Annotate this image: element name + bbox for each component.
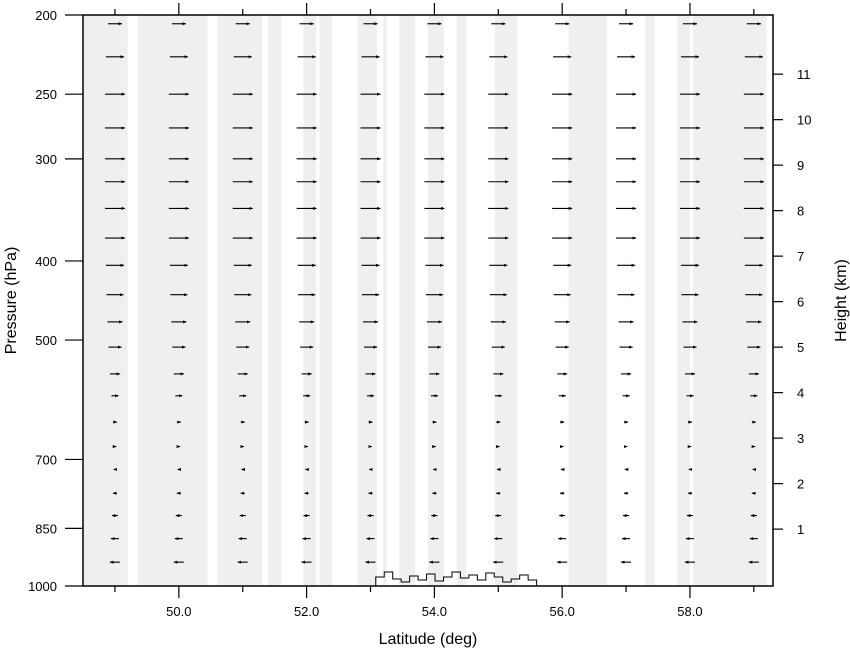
shaded-band xyxy=(693,15,766,586)
y-axis-title: Pressure (hPa) xyxy=(3,246,20,355)
shaded-band xyxy=(83,15,128,586)
x-axis-title: Latitude (deg) xyxy=(378,631,478,648)
y-tick-label: 700 xyxy=(35,452,57,468)
y2-tick-label: 5 xyxy=(797,340,805,356)
y2-tick-label: 4 xyxy=(797,385,805,401)
x-tick-label: 58.0 xyxy=(677,604,703,619)
shaded-band xyxy=(677,15,690,586)
x-tick-label: 54.0 xyxy=(421,604,448,619)
shaded-band xyxy=(495,15,517,586)
shaded-band xyxy=(268,15,281,586)
y-tick-label: 300 xyxy=(35,151,57,167)
shaded-band xyxy=(428,15,444,586)
y-tick-label: 400 xyxy=(35,253,57,269)
shaded-band xyxy=(383,15,386,586)
shaded-band xyxy=(457,15,467,586)
y-tick-label: 250 xyxy=(35,87,57,103)
y2-tick-label: 1 xyxy=(797,522,805,538)
y2-tick-label: 2 xyxy=(797,476,805,492)
y-tick-label: 1000 xyxy=(28,579,57,594)
y-axis-left xyxy=(28,8,83,594)
x-tick-label: 56.0 xyxy=(549,604,575,619)
y-tick-label: 500 xyxy=(35,333,57,349)
y2-tick-label: 6 xyxy=(797,294,805,310)
x-tick-label: 50.0 xyxy=(166,604,192,619)
x-tick-label: 52.0 xyxy=(293,604,320,619)
y2-tick-label: 9 xyxy=(797,158,805,174)
shaded-band xyxy=(399,15,415,586)
y2-axis-title: Height (km) xyxy=(833,259,850,342)
shaded-band xyxy=(319,15,332,586)
y2-tick-label: 7 xyxy=(797,249,805,265)
y2-tick-label: 3 xyxy=(797,431,805,447)
y-tick-label: 200 xyxy=(35,8,57,23)
shaded-band xyxy=(217,15,262,586)
y-axis-right xyxy=(773,67,811,537)
y-tick-label: 850 xyxy=(35,521,57,537)
shaded-band xyxy=(137,15,207,586)
shaded-band xyxy=(645,15,655,586)
shaded-band xyxy=(569,15,607,586)
y2-tick-label: 8 xyxy=(797,203,805,219)
shaded-band xyxy=(358,15,377,586)
shaded-bands xyxy=(83,15,767,586)
shaded-band xyxy=(303,15,316,586)
y2-tick-label: 11 xyxy=(797,67,811,83)
y2-tick-label: 10 xyxy=(797,112,812,128)
